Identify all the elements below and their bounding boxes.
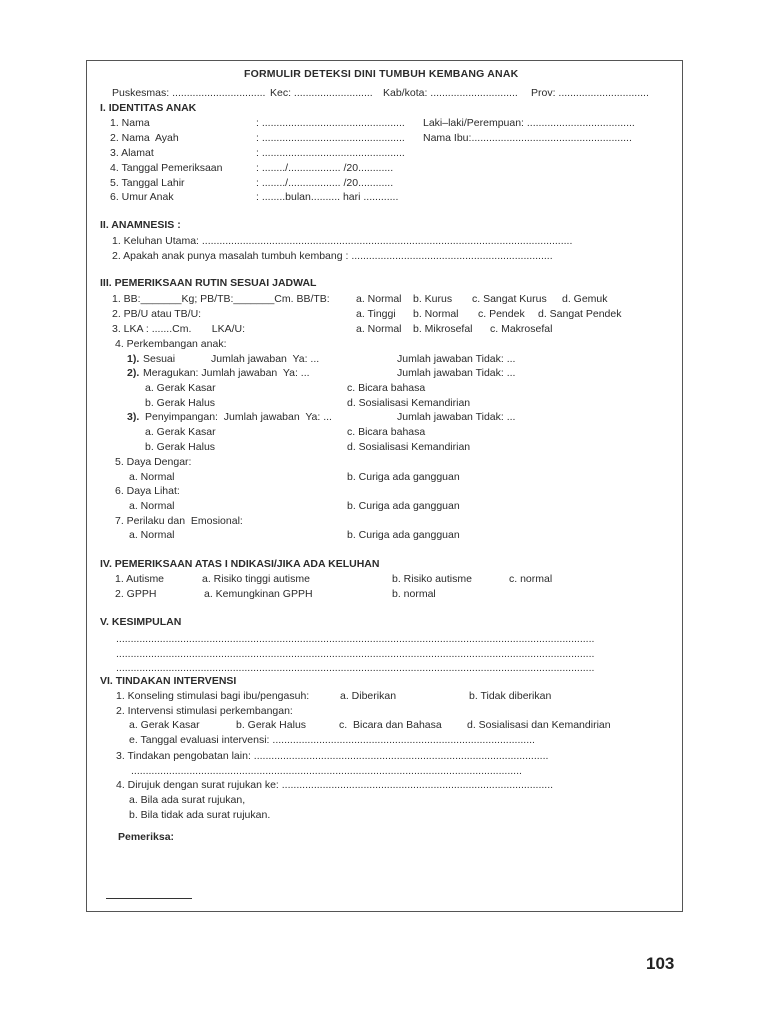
page-number: 103: [646, 954, 675, 973]
stimulasi-option: d. Sosialisasi dan Kemandirian: [467, 719, 611, 731]
lka-option: a. Normal: [356, 323, 402, 335]
meragukan-tidak: Jumlah jawaban Tidak: ...: [397, 367, 516, 379]
daya-dengar-option: a. Normal: [129, 471, 175, 483]
sesuai-number: 1).: [127, 353, 140, 365]
identitas-label: 5. Tanggal Lahir: [110, 177, 185, 189]
autisme-option: c. normal: [509, 573, 553, 585]
bb-option: b. Kurus: [413, 293, 453, 305]
kabkota-field: Kab/kota: ..............................: [383, 87, 518, 99]
signature-line: [106, 898, 192, 899]
meragukan-label: Meragukan: Jumlah jawaban Ya: ...: [143, 367, 310, 379]
pengobatan-line: ......................................................................................................................................: [131, 765, 522, 777]
sesuai-tidak: Jumlah jawaban Tidak: ...: [397, 353, 516, 365]
pbu-option: b. Normal: [413, 308, 459, 320]
pbu-option: d. Sangat Pendek: [538, 308, 622, 320]
penyimpangan-option: b. Gerak Halus: [145, 441, 216, 453]
identitas-extra: Nama Ibu:.......................................................: [423, 132, 632, 144]
tanggal-evaluasi-field: e. Tanggal evaluasi intervensi: ..........................................................................................: [129, 734, 535, 746]
stimulasi-option: c. Bicara dan Bahasa: [339, 719, 442, 731]
section-rutin-heading: III. PEMERIKSAAN RUTIN SESUAI JADWAL: [100, 277, 317, 289]
sesuai-ya: Jumlah jawaban Ya: ...: [211, 353, 320, 365]
kesimpulan-line: ....................................................................................................................................................................: [116, 648, 595, 660]
section-kesimpulan-heading: V. KESIMPULAN: [100, 616, 182, 628]
masalah-tumbuh-kembang-field: 2. Apakah anak punya masalah tumbuh kembang : .....................................................................: [112, 250, 553, 262]
provinsi-field: Prov: ...............................: [531, 87, 649, 99]
pbu-option: c. Pendek: [478, 308, 525, 320]
meragukan-option: d. Sosialisasi Kemandirian: [347, 397, 471, 409]
meragukan-number: 2).: [127, 367, 140, 379]
daya-dengar-label: 5. Daya Dengar:: [115, 456, 192, 468]
penyimpangan-label: Penyimpangan: Jumlah jawaban Ya: ...: [145, 411, 332, 423]
meragukan-option: a. Gerak Kasar: [145, 382, 216, 394]
meragukan-option: b. Gerak Halus: [145, 397, 216, 409]
keluhan-utama-field: 1. Keluhan Utama: ...............................................................................................................................: [112, 235, 573, 247]
identitas-label: 3. Alamat: [110, 147, 154, 159]
konseling-label: 1. Konseling stimulasi bagi ibu/pengasuh:: [116, 690, 310, 702]
daya-lihat-option: b. Curiga ada gangguan: [347, 500, 460, 512]
tindakan-pengobatan-field: 3. Tindakan pengobatan lain: .....................................................................................................: [116, 750, 549, 762]
autisme-option: a. Risiko tinggi autisme: [202, 573, 310, 585]
section-anamnesis-heading: II. ANAMNESIS :: [100, 219, 181, 231]
identitas-value: : ......../.................. /20............: [256, 162, 394, 174]
identitas-value: : .................................................: [256, 117, 405, 129]
gpph-option: a. Kemungkinan GPPH: [204, 588, 313, 600]
autisme-option: b. Risiko autisme: [392, 573, 472, 585]
identitas-value: : ........bulan.......... hari ............: [256, 191, 399, 203]
daya-lihat-label: 6. Daya Lihat:: [115, 485, 180, 497]
lka-label: 3. LKA : .......Cm. LKA/U:: [112, 323, 246, 335]
section-indikasi-heading: IV. PEMERIKSAAN ATAS I NDIKASI/JIKA ADA KELUHAN: [100, 558, 380, 570]
pb-u-label: 2. PB/U atau TB/U:: [112, 308, 202, 320]
section-identitas-heading: I. IDENTITAS ANAK: [100, 102, 197, 114]
kesimpulan-line: ....................................................................................................................................................................: [116, 633, 595, 645]
identitas-label: 1. Nama: [110, 117, 150, 129]
daya-dengar-option: b. Curiga ada gangguan: [347, 471, 460, 483]
perkembangan-label: 4. Perkembangan anak:: [115, 338, 227, 350]
penyimpangan-option: c. Bicara bahasa: [347, 426, 426, 438]
pbu-option: a. Tinggi: [356, 308, 396, 320]
stimulasi-label: 2. Intervensi stimulasi perkembangan:: [116, 705, 293, 717]
identitas-label: 6. Umur Anak: [110, 191, 174, 203]
identitas-value: : ......../.................. /20............: [256, 177, 394, 189]
lka-option: c. Makrosefal: [490, 323, 553, 335]
bb-option: a. Normal: [356, 293, 402, 305]
section-intervensi-heading: VI. TINDAKAN INTERVENSI: [100, 675, 237, 687]
lka-option: b. Mikrosefal: [413, 323, 473, 335]
identitas-value: : .................................................: [256, 132, 405, 144]
gpph-option: b. normal: [392, 588, 436, 600]
puskesmas-field: Puskesmas: ................................: [112, 87, 266, 99]
kecamatan-field: Kec: ...........................: [270, 87, 373, 99]
form-title: FORMULIR DETEKSI DINI TUMBUH KEMBANG ANAK: [244, 68, 519, 80]
sesuai-label: Sesuai: [143, 353, 176, 365]
identitas-label: 4. Tanggal Pemeriksaan: [110, 162, 223, 174]
bb-option: c. Sangat Kurus: [472, 293, 547, 305]
rujukan-field: 4. Dirujuk dengan surat rujukan ke: .............................................................................................: [116, 779, 554, 791]
penyimpangan-option: d. Sosialisasi Kemandirian: [347, 441, 471, 453]
identitas-label: 2. Nama Ayah: [110, 132, 179, 144]
gpph-label: 2. GPPH: [115, 588, 157, 600]
konseling-option: b. Tidak diberikan: [469, 690, 552, 702]
penyimpangan-number: 3).: [127, 411, 140, 423]
rujukan-option: a. Bila ada surat rujukan,: [129, 794, 246, 806]
konseling-option: a. Diberikan: [340, 690, 397, 702]
meragukan-option: c. Bicara bahasa: [347, 382, 426, 394]
stimulasi-option: a. Gerak Kasar: [129, 719, 200, 731]
bb-tb-label: 1. BB:_______Kg; PB/TB:_______Cm. BB/TB:: [112, 293, 330, 305]
rujukan-option: b. Bila tidak ada surat rujukan.: [129, 809, 271, 821]
penyimpangan-option: a. Gerak Kasar: [145, 426, 216, 438]
stimulasi-option: b. Gerak Halus: [236, 719, 307, 731]
bb-option: d. Gemuk: [562, 293, 608, 305]
kesimpulan-line: ....................................................................................................................................................................: [116, 662, 595, 674]
perilaku-emosional-label: 7. Perilaku dan Emosional:: [115, 515, 243, 527]
identitas-extra: Laki–laki/Perempuan: .....................................: [423, 117, 635, 129]
daya-lihat-option: a. Normal: [129, 500, 175, 512]
perilaku-option: b. Curiga ada gangguan: [347, 529, 460, 541]
autisme-label: 1. Autisme: [115, 573, 165, 585]
pemeriksa-label: Pemeriksa:: [118, 831, 175, 843]
penyimpangan-tidak: Jumlah jawaban Tidak: ...: [397, 411, 516, 423]
perilaku-option: a. Normal: [129, 529, 175, 541]
identitas-value: : .................................................: [256, 147, 405, 159]
